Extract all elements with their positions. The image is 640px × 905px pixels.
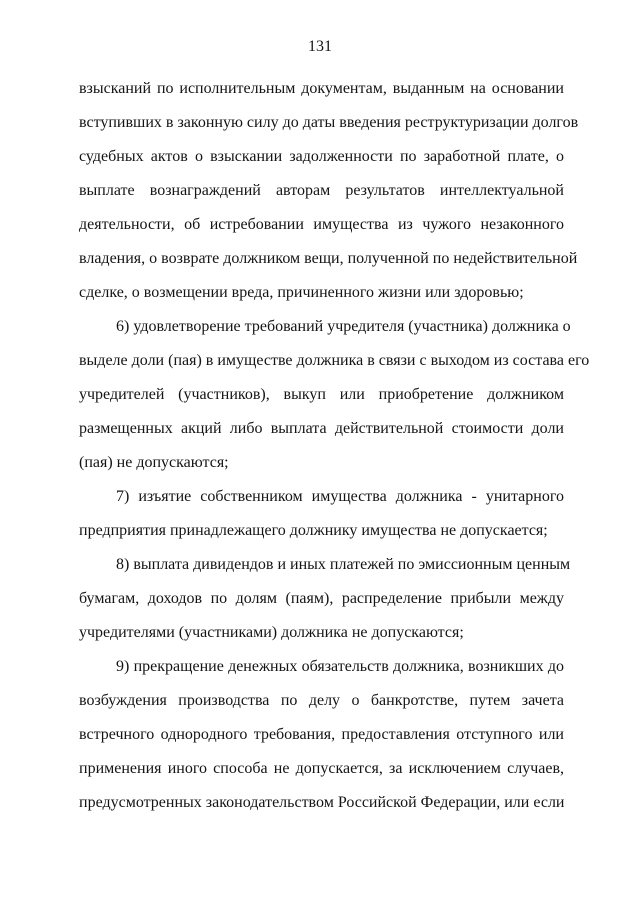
text-line: предприятия принадлежащего должнику имущества не допускается; — [79, 522, 548, 539]
text-line: 9) прекращение денежных обязательств должника, возникших до — [116, 658, 564, 675]
text-line: бумагам, доходов по долям (паям), распределение прибыли между — [79, 590, 564, 607]
text-line: вступивших в законную силу до даты введения реструктуризации долгов — [79, 114, 579, 131]
text-line: выделе доли (пая) в имуществе должника в связи с выходом из состава его — [79, 352, 590, 369]
text-line: применения иного способа не допускается, за исключением случаев, — [79, 760, 564, 777]
text-line: выплате вознаграждений авторам результатов интеллектуальной — [79, 182, 564, 199]
text-line: встречного однородного требования, предоставления отступного или — [79, 726, 564, 743]
paragraph-item-9 — [79, 650, 564, 820]
text-line: размещенных акций либо выплата действительной стоимости доли — [79, 420, 564, 437]
text-line: 6) удовлетворение требований учредителя (участника) должника о — [116, 318, 571, 335]
text-line: возбуждения производства по делу о банкротстве, путем зачета — [79, 692, 564, 709]
text-line: учредителей (участников), выкуп или приобретение должником — [79, 386, 564, 403]
text-line: учредителями (участниками) должника не допускаются; — [79, 624, 464, 641]
text-line: сделке, о возмещении вреда, причиненного жизни или здоровью; — [79, 284, 524, 301]
text-line: 7) изъятие собственником имущества должника - унитарного — [116, 488, 564, 505]
text-line: (пая) не допускаются; — [79, 454, 229, 471]
paragraph-item-6 — [79, 310, 590, 480]
text-line: деятельности, об истребовании имущества из чужого незаконного — [79, 216, 564, 233]
page-number: 131 — [308, 38, 332, 55]
text-line: судебных актов о взыскании задолженности по заработной плате, о — [79, 148, 564, 165]
paragraph-item-8 — [79, 548, 571, 650]
text-line: владения, о возврате должником вещи, полученной по недействительной — [79, 250, 578, 267]
paragraph-continuation — [79, 72, 579, 310]
document-body — [79, 72, 590, 820]
text-line: взысканий по исполнительным документам, выданным на основании — [79, 80, 564, 97]
paragraph-item-7 — [79, 480, 564, 548]
text-line: предусмотренных законодательством Российской Федерации, или если — [79, 794, 565, 811]
text-line: 8) выплата дивидендов и иных платежей по эмиссионным ценным — [116, 556, 571, 573]
